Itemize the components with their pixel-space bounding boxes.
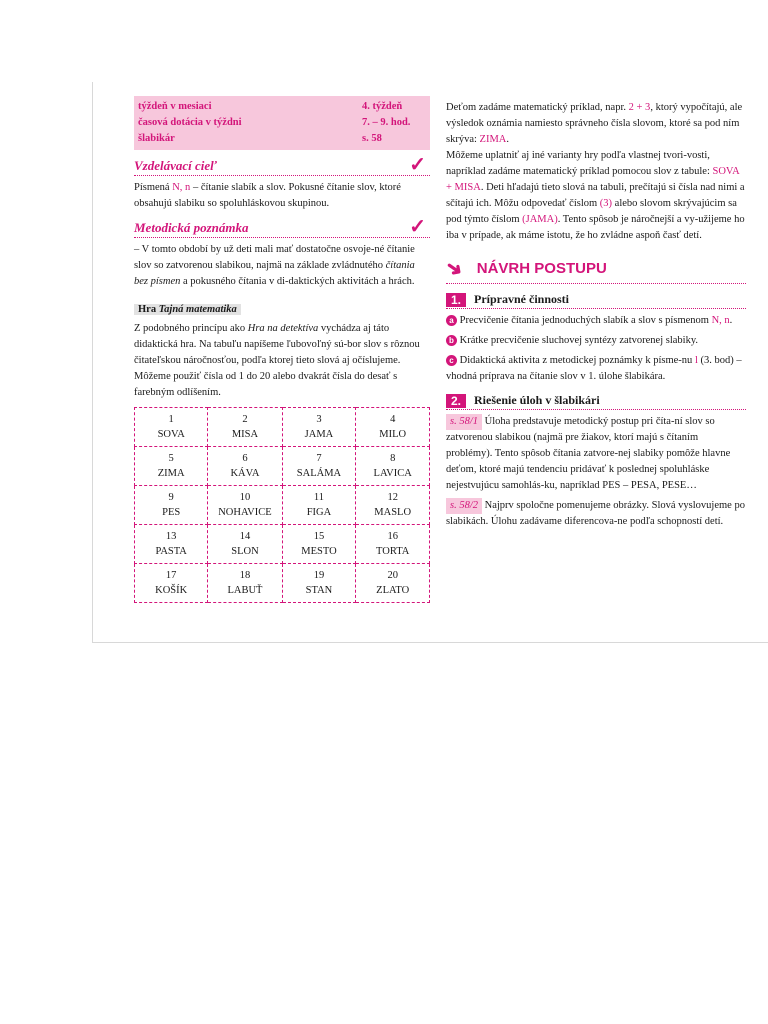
grid-cell — [135, 447, 208, 486]
info-value: 4. týždeň — [362, 101, 403, 112]
step-number: 1. — [446, 293, 466, 307]
note-text-b: a pokusného čítania v di-daktických aktivitách a hrách. — [180, 276, 415, 287]
cell-number: 10 — [239, 492, 251, 503]
cell-number: 7 — [316, 453, 322, 464]
intro-t3: . — [506, 134, 510, 145]
step2-task1 — [446, 414, 746, 494]
intro-t4: Môžeme uplatniť aj iné varianty hry podľa vlastnej tvori-vosti, napríklad zadáme matematický príklad pomocou slov z tabule: — [446, 150, 713, 177]
info-row — [138, 131, 424, 147]
grid-cell — [208, 564, 282, 603]
step1-c-text2: (3. bod) – vhodná príprava na čítanie slov v 1. úlohe šlabikára. — [446, 355, 742, 382]
right-column — [440, 96, 746, 534]
grid-cell — [282, 447, 356, 486]
note-heading-text: Metodická poznámka — [134, 220, 249, 235]
step2-task1-text: Úloha predstavuje metodický postup pri číta-ní slov so zatvorenou slabikou (najmä pre žiakov, ktorí majú s čítaním problémy). Tento spôsob čítania zatvore-nej slabiky pomôže hlavne deťom, ktoré majú tendenciu pridávať k poslednej spoluhláske nejestvujúcu samohlás-ku, napríklad PES – PESA, PESE… — [446, 416, 731, 491]
game-text-b: vychádza aj táto didaktická hra. Na tabuľu napíšeme ľubovoľný sú-bor slov s rôznou čitateľskou náročnosťou, podľa ktorej tieto slová aj očíslujeme. Môžeme použiť čísla od 1 do 20 alebo dvakrát čísla do desať s farebným odlíšením. — [134, 323, 420, 398]
step1-a-text2: . — [729, 315, 733, 326]
cell-number: 2 — [242, 414, 248, 425]
step1-a — [446, 313, 746, 329]
info-label: týždeň v mesiaci — [138, 101, 212, 112]
cell-number: 16 — [387, 531, 398, 542]
cell-word: KOŠÍK — [155, 585, 188, 596]
cell-word: STAN — [305, 585, 333, 596]
grid-row — [135, 525, 430, 564]
goal-letters: N, n — [172, 182, 191, 193]
grid-cell — [208, 525, 282, 564]
cell-word: MISA — [231, 429, 259, 440]
grid-row — [135, 486, 430, 525]
step1-heading — [446, 292, 746, 309]
cell-word: JAMA — [304, 429, 334, 440]
cell-number: 12 — [387, 492, 398, 503]
grid-cell — [208, 447, 282, 486]
step-title: Riešenie úloh v šlabikári — [474, 393, 600, 407]
intro-t7: . Tento spôsob je náročnejší a vy-užijeme ho iba v prípade, ak máme istotu, že ho zvládne aspoň časť detí. — [446, 214, 745, 241]
step-title: Prípravné činnosti — [474, 292, 569, 306]
goal-text-prefix: Písmená — [134, 182, 173, 193]
goal-heading — [134, 154, 430, 176]
info-value: 7. – 9. hod. — [362, 117, 411, 128]
intro-t2: , ktorý vypočítajú, ale výsledok oznámia namiesto správneho čísla slovom, ktoré sa pod ním skrýva: — [446, 102, 743, 145]
cell-word: PES — [162, 507, 181, 518]
cell-number: 20 — [387, 570, 398, 581]
intro-p3: SOVA + MISA — [446, 166, 740, 193]
cell-number: 14 — [239, 531, 251, 542]
grid-cell — [282, 408, 356, 447]
grid-cell — [282, 564, 356, 603]
cell-number: 13 — [165, 531, 177, 542]
cell-word: NOHAVICE — [218, 507, 272, 518]
grid-cell — [135, 525, 208, 564]
info-row — [138, 99, 424, 115]
cell-number: 15 — [313, 531, 325, 542]
grid-row — [135, 564, 430, 603]
grid-cell — [356, 564, 430, 603]
checkmark-icon: ✓ — [409, 154, 426, 176]
word-grid — [134, 407, 430, 603]
step1-c-letter: l — [694, 355, 698, 366]
info-label: šlabikár — [138, 133, 175, 144]
cell-word: ZLATO — [376, 585, 410, 596]
grid-cell — [356, 408, 430, 447]
step1-c-text1: Didaktická aktivita z metodickej poznámky k písme-nu — [457, 355, 695, 366]
cell-word: SOVA — [157, 429, 185, 440]
cell-word: MASLO — [374, 507, 412, 518]
cell-word: KÁVA — [230, 468, 260, 479]
step1-b-text: Krátke precvičenie sluchovej syntézy zatvorenej slabiky. — [457, 335, 699, 346]
grid-cell — [282, 525, 356, 564]
grid-row — [135, 408, 430, 447]
cell-word: LAVICA — [373, 468, 412, 479]
step2-task2 — [446, 498, 746, 530]
intro-t1: Deťom zadáme matematický príklad, napr. — [446, 102, 629, 113]
cell-number: 19 — [313, 570, 325, 581]
step2-heading — [446, 393, 746, 410]
step1-a-letters: N, n — [711, 315, 730, 326]
cell-number: 9 — [168, 492, 174, 503]
step-number: 2. — [446, 394, 466, 408]
cell-word: TORTA — [376, 546, 410, 557]
navrh-heading-text: NÁVRH POSTUPU — [476, 260, 607, 277]
goal-text-suffix: – čítanie slabík a slov. Pokusné čítanie slov, ktoré obsahujú slabiku so spoluhláskovou skupinou. — [134, 182, 401, 209]
bullet-c-icon: c — [446, 355, 457, 366]
right-intro-1 — [446, 100, 746, 244]
cell-number: 18 — [239, 570, 251, 581]
grid-cell — [135, 408, 208, 447]
note-heading — [134, 216, 430, 238]
arrow-icon: ➜ — [440, 255, 468, 283]
cell-number: 3 — [316, 414, 322, 425]
game-label-name: Tajná matematika — [158, 304, 237, 315]
grid-row — [135, 447, 430, 486]
intro-p2: ZIMA — [479, 134, 507, 145]
note-text — [134, 242, 430, 290]
game-label-prefix: Hra — [138, 304, 159, 315]
cell-number: 6 — [242, 453, 248, 464]
game-text-a: Z podobného princípu ako — [134, 323, 248, 334]
cell-number: 1 — [168, 414, 174, 425]
game-text-em: Hra na detektíva — [247, 323, 319, 334]
cell-word: MILO — [379, 429, 407, 440]
grid-cell — [356, 525, 430, 564]
step1-c — [446, 353, 746, 385]
cell-word: ZIMA — [157, 468, 185, 479]
cell-number: 11 — [313, 492, 325, 503]
step1-b — [446, 333, 746, 349]
cell-word: LABUŤ — [227, 585, 263, 596]
intro-p4: (3) — [599, 198, 613, 209]
grid-cell — [135, 564, 208, 603]
task-ref: s. 58/2 — [446, 498, 482, 514]
cell-word: MESTO — [301, 546, 337, 557]
left-column — [134, 96, 430, 603]
intro-p5: (JAMA) — [522, 214, 558, 225]
game-text — [134, 321, 430, 401]
bullet-a-icon: a — [446, 315, 457, 326]
info-label: časová dotácia v týždni — [138, 117, 242, 128]
grid-cell — [135, 486, 208, 525]
grid-cell — [356, 486, 430, 525]
navrh-heading — [440, 255, 746, 284]
grid-cell — [208, 408, 282, 447]
note-text-em: čítania bez písmen — [134, 260, 415, 287]
info-row — [138, 115, 424, 131]
info-value: s. 58 — [362, 133, 382, 144]
step1-a-text1: Precvičenie čítania jednoduchých slabík a slov s písmenom — [457, 315, 712, 326]
bullet-b-icon: b — [446, 335, 457, 346]
cell-word: PASTA — [155, 546, 187, 557]
cell-number: 8 — [390, 453, 396, 464]
cell-word: SALÁMA — [296, 468, 342, 479]
game-label — [134, 304, 241, 315]
cell-word: FIGA — [306, 507, 332, 518]
intro-t6: alebo slovom skrývajúcim sa pod týmto číslom — [446, 198, 737, 225]
info-box — [134, 96, 430, 150]
intro-t5: . Deti hľadajú tieto slová na tabuli, prečítajú si čísla nad nimi a sčítajú ich. Môžu odpovedať číslom — [446, 182, 745, 209]
cell-word: SLON — [231, 546, 259, 557]
grid-cell — [356, 447, 430, 486]
goal-heading-text: Vzdelávací cieľ — [134, 158, 217, 173]
checkmark-icon: ✓ — [409, 216, 426, 238]
step2-task2-text: Najprv spoločne pomenujeme obrázky. Slová vyslovujeme po slabikách. Úlohu zadávame diferencova-ne podľa schopností detí. — [446, 500, 745, 527]
note-text-a: – V tomto období by už deti mali mať dostatočne osvoje-né čítanie slov so zatvorenou slabikou, najmä na základe zvládnutého — [134, 244, 415, 271]
cell-number: 4 — [390, 414, 396, 425]
goal-text — [134, 180, 430, 212]
cell-number: 5 — [168, 453, 174, 464]
task-ref: s. 58/1 — [446, 414, 482, 430]
cell-number: 17 — [165, 570, 177, 581]
grid-cell — [208, 486, 282, 525]
intro-p1: 2 + 3 — [628, 102, 651, 113]
grid-cell — [282, 486, 356, 525]
